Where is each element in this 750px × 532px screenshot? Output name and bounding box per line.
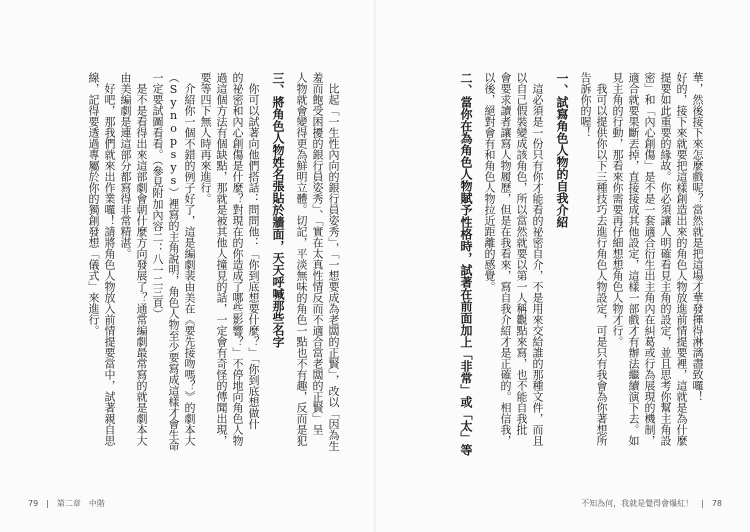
text-column: 提要如此重要的緣故。你必須讓人明確看見主角的設定，並且思考你幫主角設 xyxy=(659,72,672,446)
text-column: 以後，絕對會有和角色人物拉近距離的感覺。 xyxy=(483,72,496,292)
text-column: 告訴你的喔！ xyxy=(579,72,592,138)
text-column: 是不是看得出來這部劇會朝什麼方向發展了？通常編劇最常寫的就是劇本大 xyxy=(135,83,148,446)
text-column: 要等四下無人時再來進行。 xyxy=(199,72,212,204)
section-heading: 二、當你在為角色人物賦予性格時，試著在前面加上「非常」或「太」等 xyxy=(459,72,473,456)
text-column: 這必須是一份只有你才能看的祕密自介，不是用來交給誰的那種文件，而且 xyxy=(531,83,544,446)
text-column: 羞而飽受困擾的銀行員姿秀」、「實在太真性情反而不適合當老闆的正賢」呈 xyxy=(311,72,324,435)
text-column: 以自己假裝變成該角色，所以當然就要以第一人稱觀點來寫，也不能自我批 xyxy=(515,72,528,435)
section-heading: 三、將角色人物姓名張貼於牆面，天天呼喊那些名字 xyxy=(271,72,285,348)
text-column: 線，記得要透過專屬於你的獨創發想「儀式」來進行。 xyxy=(87,72,100,336)
right-page-footer: 不知為何，我就是覺得會爆紅！ | 78 xyxy=(581,499,722,508)
text-column: 見主角的行動，那看來你需要再仔細想想角色人物才行。 xyxy=(611,72,624,347)
text-column: 比起「一生性內向的銀行員姿秀」，「一想要成為老闆的正賢」，改以「因為生 xyxy=(327,83,340,452)
spine-shadow xyxy=(374,0,376,532)
section-heading: 一、試寫角色人物的自我介紹 xyxy=(555,72,569,228)
text-column: 由美編劇是連這部分都寫得非常精湛。 xyxy=(119,72,132,259)
text-column: 會要求讀者讓寫人物履歷，但是在我看來，寫自我介紹才是正確的。相信我， xyxy=(499,72,512,446)
text-column: 密」和「內心創傷」是不是一套適合衍生出主角內在糾葛或行為展現的機制， xyxy=(643,72,656,446)
text-column: 介紹你一個不錯的例子好了，這是編劇裴由美在《要先接吻嗎？》的劇本大 xyxy=(183,83,196,446)
text-column: 我可以提供你以下三種技巧去進行角色人物設定，可是只有我會為你著想所 xyxy=(595,83,608,446)
text-column: 你可以試著向他們搭話：問問他：「你到底想要什麼？」「你到底想做什 xyxy=(247,83,260,430)
text-column: （Synopsys）裡寫的主角說明，角色人物至少要寫成這樣才會生命 xyxy=(167,72,180,451)
left-page-footer: 79 | 第二章 中階 xyxy=(28,499,105,508)
text-column: 的祕密和內心創傷是什麼？對現在的你造成了哪些影響？」不停地向角色人物 xyxy=(231,72,244,446)
text-column: 好的，接下來就要把這樣創造出來的角色人物放進前情提要裡，這就是為什麼 xyxy=(675,72,688,446)
text-column: 過這個方法有個缺點，那就是被其他人撞見的話，一定會有奇怪的傳聞出現， xyxy=(215,72,228,446)
text-column: 好吧，那我們就來出作業囉！請將角色人物放入前情提要當中，試著親自思 xyxy=(103,83,116,446)
text-column: 華，然後接下來怎麼戲呢？當然就是把這場才華發揮得淋漓盡致囉！ xyxy=(691,72,704,402)
text-column: 適合就要果斷丟掉，直接接成其他設定，這樣一部戲才有辦法繼續演下去。如 xyxy=(627,72,640,446)
text-column: 人物就會變得更為鮮明立體。切記，平淡無味的角色一點也不有趣，反而是犯 xyxy=(295,72,308,446)
text-column: 一定要試圖看看。（參見附加內容二：八一二三頁） xyxy=(151,72,164,320)
